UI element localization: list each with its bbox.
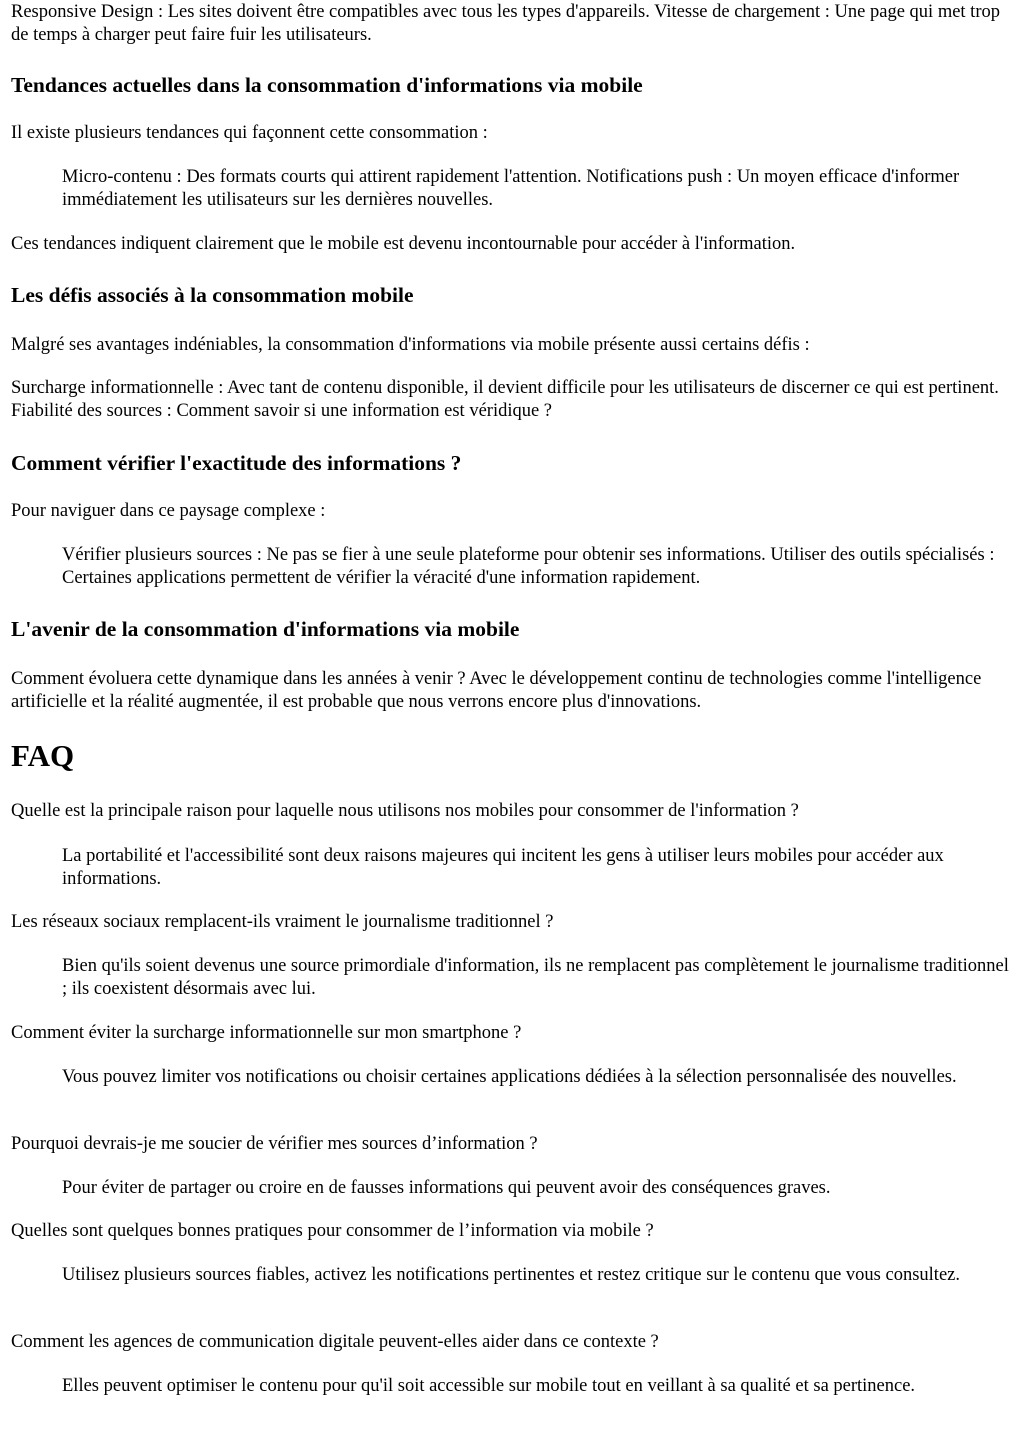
- faq-heading: FAQ: [11, 738, 75, 773]
- section-heading-verify: Comment vérifier l'exactitude des informations ?: [11, 451, 462, 475]
- intro-paragraph: Responsive Design : Les sites doivent être compatibles avec tous les types d'appareils. Vitesse de chargement : Une page qui met trop de temps à charger peut faire fuir les utilisateurs.: [11, 2, 1000, 45]
- verify-lead-paragraph: Pour naviguer dans ce paysage complexe :: [11, 501, 326, 521]
- faq-question: Pourquoi devrais-je me soucier de vérifier mes sources d’information ?: [11, 1134, 538, 1154]
- faq-answer: Pour éviter de partager ou croire en de fausses informations qui peuvent avoir des conséquences graves.: [62, 1178, 831, 1198]
- section-heading-challenges: Les défis associés à la consommation mobile: [11, 283, 414, 307]
- future-lead-paragraph: Comment évoluera cette dynamique dans les années à venir ? Avec le développement continu de technologies comme l'intelligence artificielle et la réalité augmentée, il est probable que nous verrons encore plus d'innovations.: [11, 669, 982, 712]
- trends-lead-paragraph: Il existe plusieurs tendances qui façonnent cette consommation :: [11, 123, 488, 143]
- trends-after-paragraph: Ces tendances indiquent clairement que le mobile est devenu incontournable pour accéder à l'information.: [11, 234, 796, 254]
- faq-question: Comment éviter la surcharge informationnelle sur mon smartphone ?: [11, 1023, 522, 1043]
- faq-answer: Bien qu'ils soient devenus une source primordiale d'information, ils ne remplacent pas complètement le journalisme traditionnel ; ils coexistent désormais avec lui.: [62, 956, 1009, 999]
- faq-question: Comment les agences de communication digitale peuvent-elles aider dans ce contexte ?: [11, 1332, 659, 1352]
- faq-question: Quelles sont quelques bonnes pratiques pour consommer de l’information via mobile ?: [11, 1221, 654, 1241]
- faq-answer: Utilisez plusieurs sources fiables, activez les notifications pertinentes et restez critique sur le contenu que vous consultez.: [62, 1265, 960, 1285]
- section-heading-trends: Tendances actuelles dans la consommation d'informations via mobile: [11, 73, 643, 97]
- challenges-lead-paragraph: Malgré ses avantages indéniables, la consommation d'informations via mobile présente aussi certains défis :: [11, 335, 810, 355]
- faq-answer: Vous pouvez limiter vos notifications ou choisir certaines applications dédiées à la sélection personnalisée des nouvelles.: [62, 1067, 957, 1087]
- faq-question: Quelle est la principale raison pour laquelle nous utilisons nos mobiles pour consommer de l'information ?: [11, 801, 799, 821]
- trends-blockquote: Micro-contenu : Des formats courts qui attirent rapidement l'attention. Notifications push : Un moyen efficace d'informer immédiatement les utilisateurs sur les dernières nouvelles.: [62, 167, 960, 210]
- verify-blockquote: Vérifier plusieurs sources : Ne pas se fier à une seule plateforme pour obtenir ses informations. Utiliser des outils spécialisés : Certaines applications permettent de vérifier la véracité d'une information rapidement.: [62, 545, 995, 588]
- section-heading-future: L'avenir de la consommation d'informations via mobile: [11, 617, 520, 641]
- challenges-after-paragraph: Surcharge informationnelle : Avec tant de contenu disponible, il devient difficile pour les utilisateurs de discerner ce qui est pertinent. Fiabilité des sources : Comment savoir si une information est véridique ?: [11, 378, 999, 421]
- faq-question: Les réseaux sociaux remplacent-ils vraiment le journalisme traditionnel ?: [11, 912, 554, 932]
- faq-answer: La portabilité et l'accessibilité sont deux raisons majeures qui incitent les gens à utiliser leurs mobiles pour accéder aux informations.: [62, 846, 944, 889]
- faq-answer: Elles peuvent optimiser le contenu pour qu'il soit accessible sur mobile tout en veillant à sa qualité et sa pertinence.: [62, 1376, 916, 1396]
